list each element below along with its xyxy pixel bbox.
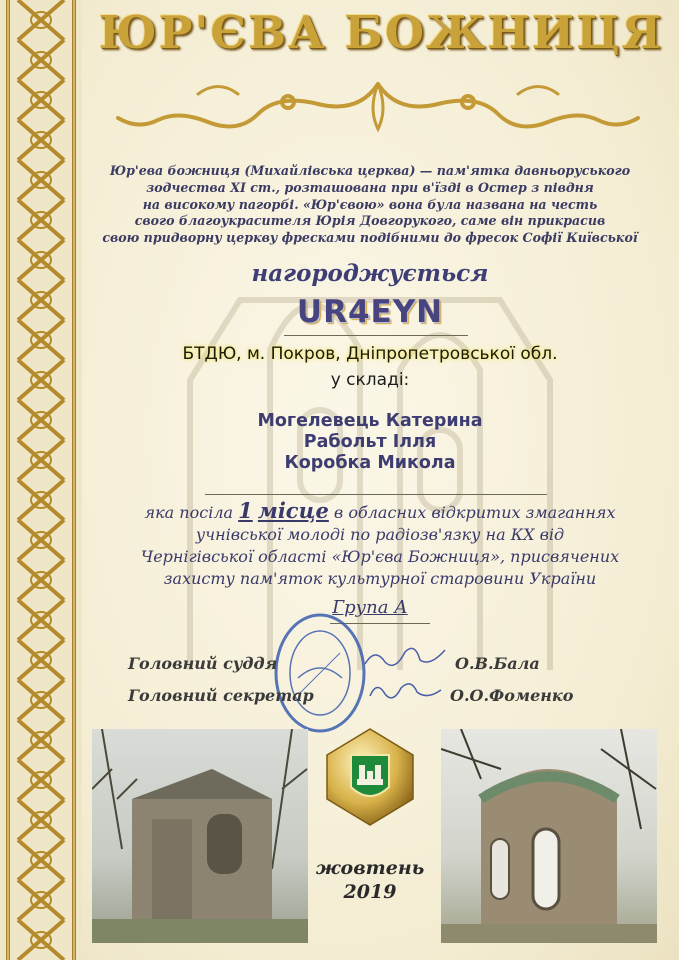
chief-secretary-role: Головний секретар <box>128 686 314 705</box>
result-suffix: в обласних відкритих змаганнях <box>333 503 616 522</box>
result-prefix: яка посіла <box>144 503 234 522</box>
signature-icon <box>365 676 445 706</box>
member-name: Могелевець Катерина <box>257 411 483 431</box>
composition-label: у складі: <box>330 370 410 390</box>
intro-line: Юр'ева божниця (Михайлівська церква) — пам'ятка давньоруського <box>109 163 631 178</box>
callsign: UR4EYN <box>296 294 444 330</box>
divider <box>205 494 547 495</box>
group-text: Група А <box>332 597 408 618</box>
divider <box>284 335 468 336</box>
intro-line: свою придворну церкву фресками подібними до фресок Софії Київської <box>102 230 638 246</box>
certificate-title: ЮР'ЄВА БОЖНИЦЯ <box>98 6 664 59</box>
place-number: 1 <box>238 498 253 523</box>
member-name: Рабольт Ілля <box>303 432 437 452</box>
intro-line: свого благоукрасителя Юрія Довгорукого, саме він прикрасив <box>134 213 606 229</box>
stamp-icon <box>270 608 370 738</box>
member-name: Коробка Микола <box>284 453 456 473</box>
gold-flourish-ornament <box>108 74 648 144</box>
historical-intro <box>90 163 650 247</box>
medal-icon <box>323 727 418 827</box>
team-members <box>170 411 570 474</box>
chief-judge-role: Головний суддя <box>128 654 278 673</box>
organization: БТДЮ, м. Покров, Дніпропетровської обл. <box>182 344 558 364</box>
result-line-first <box>90 500 670 524</box>
ornamental-border <box>0 0 82 960</box>
awarded-heading: нагороджується <box>251 260 489 287</box>
place-word: місце <box>257 498 329 523</box>
date-month: жовтень <box>315 857 425 879</box>
intro-line: на високому пагорбі. «Юр'євою» вона була названа на честь <box>142 196 598 212</box>
chief-secretary-name: О.О.Фоменко <box>450 686 574 705</box>
issue-date <box>315 856 425 904</box>
result-line: учнівської молоді по радіозв'язку на КХ від <box>195 525 565 544</box>
result-description <box>90 500 670 590</box>
chief-judge-name: О.В.Бала <box>455 654 540 673</box>
result-line: Чернігівської області «Юр'єва Божниця», присвячених <box>140 547 620 566</box>
date-year: 2019 <box>343 881 397 903</box>
church-photo-left <box>92 729 308 943</box>
result-line: захисту пам'яток культурної старовини України <box>163 569 597 588</box>
signature-icon <box>360 642 450 672</box>
intro-line: зодчества XI ст., розташована при в'їзді в Остер з півдня <box>146 179 594 195</box>
church-photo-right <box>441 729 657 943</box>
